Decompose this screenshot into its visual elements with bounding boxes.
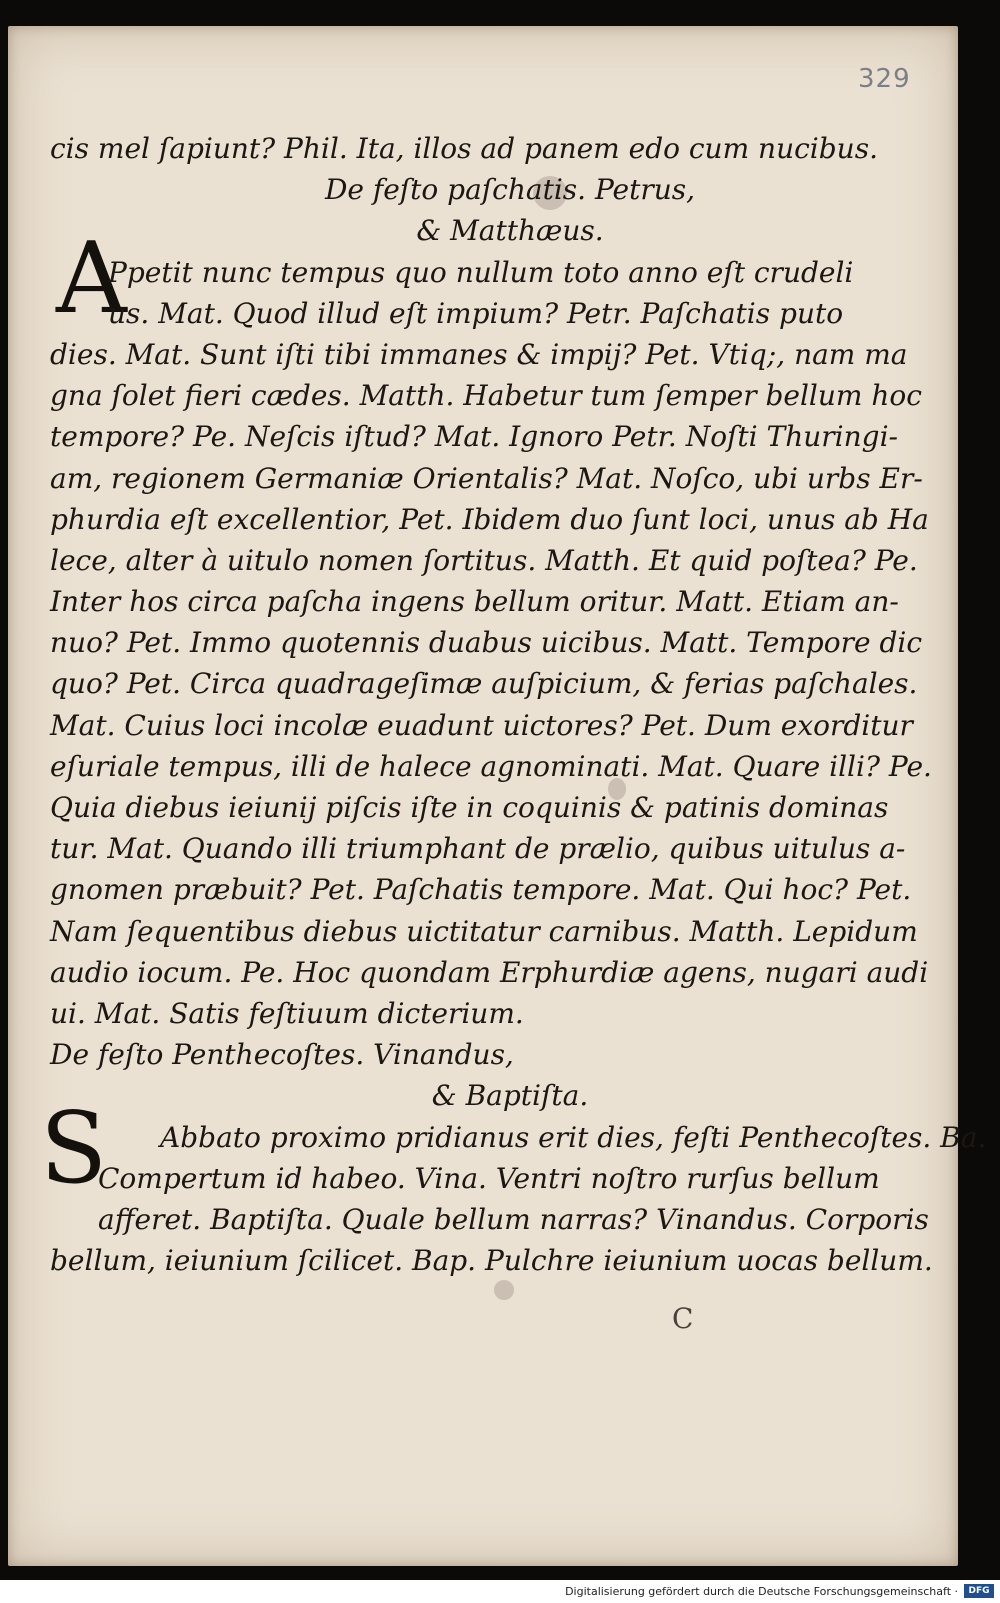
text-line: cis mel ſapiunt? Phil. Ita, illos ad panem edo cum nucibus. <box>50 132 878 165</box>
footer-text: Digitalisierung gefördert durch die Deutsche Forschungsgemeinschaft · <box>565 1585 958 1598</box>
text-line: Inter hos circa paſcha ingens bellum oritur. Matt. Etiam an- <box>50 585 899 619</box>
text-line: gna ſolet fieri cædes. Matth. Habetur tum ſemper bellum hoc <box>50 379 922 413</box>
text-line: gnomen præbuit? Pet. Paſchatis tempore. Mat. Qui hoc? Pet. <box>50 873 912 907</box>
dropcap-letter: A <box>56 222 127 336</box>
text-line: tempore? Pe. Neſcis iſtud? Mat. Ignoro Petr. Noſti Thuringi- <box>50 420 898 454</box>
text-line: Nam ſequentibus diebus uictitatur carnibus. Matth. Lepidum <box>50 914 918 948</box>
text-line: us. Mat. Quod illud eſt impium? Petr. Paſchatis puto <box>108 296 844 330</box>
text-line: Compertum id habeo. Vina. Ventri noſtro rurſus bellum <box>98 1161 880 1195</box>
text-line: eſuriale tempus, illi de halece agnominati. Mat. Quare illi? Pe. <box>50 749 932 783</box>
text-line: dies. Mat. Sunt iſti tibi immanes & impij? Pet. Vtiq;, nam ma <box>50 337 908 371</box>
text-line: De feſto Penthecoſtes. Vinandus, <box>50 1038 514 1072</box>
section-heading: & Matthæus. <box>416 214 604 248</box>
text-line: afferet. Baptiſta. Quale bellum narras? Vinandus. Corporis <box>98 1202 929 1236</box>
section-heading: & Baptiſta. <box>431 1079 589 1113</box>
section-heading: Abbato proximo pridianus erit dies, feſti Penthecoſtes. Ba. <box>160 1120 987 1154</box>
text-line: Quia diebus ieiunij piſcis iſte in coquinis & patinis dominas <box>50 791 889 824</box>
text-line: tur. Mat. Quando illi triumphant de prælio, quibus uitulus a- <box>50 832 906 866</box>
section-heading: De feſto paſchatis. Petrus, <box>324 173 696 207</box>
text-line: nuo? Pet. Immo quotennis duabus uicibus. Matt. Tempore dic <box>50 626 923 660</box>
text-line: Mat. Cuius loci incolæ euadunt uictores? Pet. Dum exorditur <box>50 708 913 742</box>
footer-bar <box>0 1580 1000 1603</box>
text-line <box>50 1281 860 1322</box>
dfg-logo-icon: DFG <box>964 1584 994 1598</box>
text-line: am, regionem Germaniæ Orientalis? Mat. Noſco, ubi urbs Er- <box>50 461 923 495</box>
text-line: audio iocum. Pe. Hoc quondam Erphurdiæ agens, nugari audi <box>50 955 929 989</box>
text-line: ui. Mat. Satis feſtiuum dicterium. <box>50 996 524 1030</box>
page-number: 329 <box>858 64 911 94</box>
dropcap-letter: S <box>40 1092 108 1206</box>
text-line: quo? Pet. Circa quadrageſimæ auſpicium, & ferias paſchales. <box>50 667 918 701</box>
text-line: lece, alter à uitulo nomen ſortitus. Matth. Et quid poſtea? Pe. <box>50 543 918 577</box>
catchword: C <box>672 1302 694 1335</box>
text-line: Ppetit nunc tempus quo nullum toto anno eſt crudeli <box>108 255 854 289</box>
text-line: phurdia eſt excellentior, Pet. Ibidem duo ſunt loci, unus ab Ha <box>50 502 929 536</box>
text-block <box>50 128 987 1322</box>
text-line: bellum, ieiunium ſcilicet. Bap. Pulchre ieiunium uocas bellum. <box>50 1244 933 1278</box>
